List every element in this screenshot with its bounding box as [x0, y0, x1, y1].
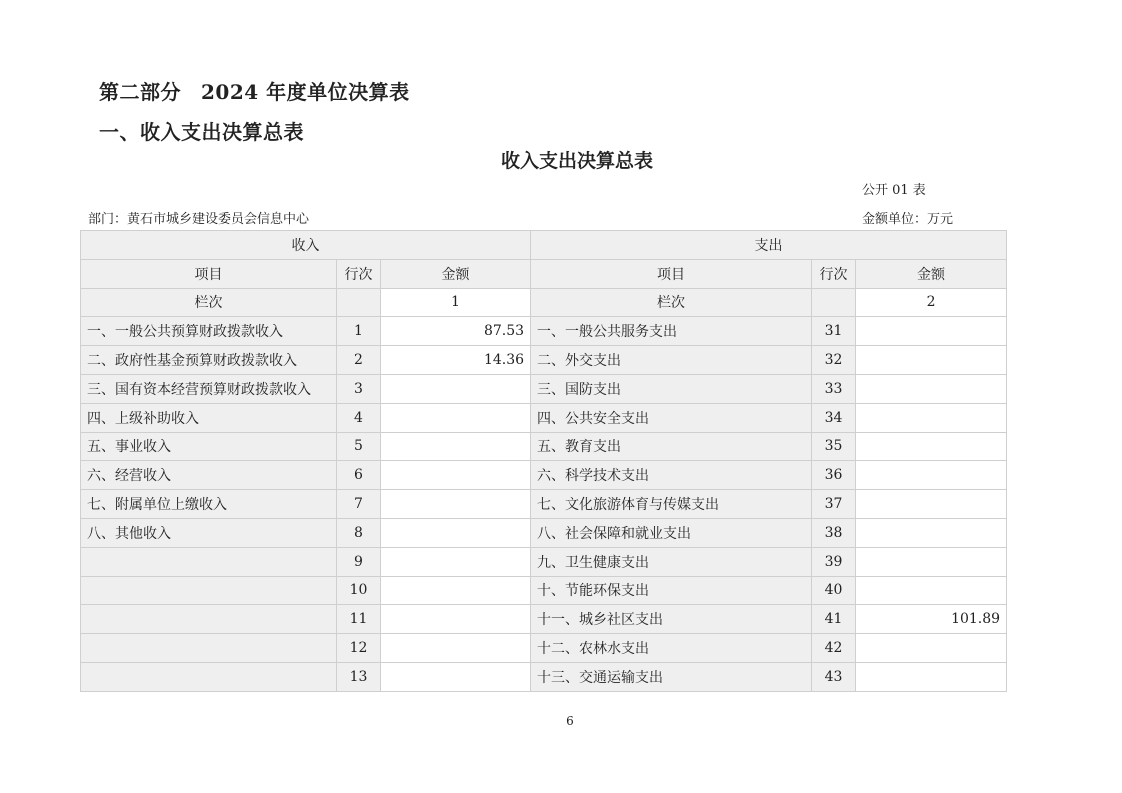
part-label: 第二部分: [99, 80, 181, 104]
income-line-cell: 5: [337, 432, 381, 461]
expense-line-cell: 32: [812, 346, 856, 375]
expense-item-header: 项目: [531, 259, 812, 288]
table-row: [81, 605, 1007, 634]
income-item-cell: 六、经营收入: [81, 461, 337, 490]
income-amount-cell: 14.36: [381, 346, 531, 375]
income-item-cell: 二、政府性基金预算财政拨款收入: [81, 346, 337, 375]
income-amount-cell: [381, 403, 531, 432]
income-amount-cell: [381, 605, 531, 634]
income-line-cell: 11: [337, 605, 381, 634]
income-line-cell: 12: [337, 634, 381, 663]
table-row: [81, 346, 1007, 375]
income-item-cell: [81, 634, 337, 663]
department-label: 部门：黄石市城乡建设委员会信息中心: [88, 212, 310, 227]
table-title: 收入支出决算总表: [500, 150, 653, 172]
income-item-cell: 三、国有资本经营预算财政拨款收入: [81, 374, 337, 403]
income-amount-cell: [381, 490, 531, 519]
expense-amount-cell: [856, 547, 1007, 576]
form-number: 公开 01 表: [862, 183, 926, 198]
income-line-cell: 6: [337, 461, 381, 490]
income-expense-table: [80, 230, 1007, 692]
expense-line-cell: 41: [812, 605, 856, 634]
page-number: 6: [566, 714, 574, 728]
expense-line-header: 行次: [812, 259, 856, 288]
table-row: [81, 576, 1007, 605]
income-item-cell: [81, 547, 337, 576]
income-amount-cell: [381, 662, 531, 691]
expense-item-cell: 九、卫生健康支出: [531, 547, 812, 576]
table-row: [81, 374, 1007, 403]
table-row: [81, 432, 1007, 461]
expense-line-cell: 38: [812, 518, 856, 547]
expense-item-cell: 八、社会保障和就业支出: [531, 518, 812, 547]
table-row: [81, 317, 1007, 346]
expense-amount-cell: [856, 518, 1007, 547]
income-column-label: 栏次: [81, 288, 337, 317]
expense-item-cell: 十一、城乡社区支出: [531, 605, 812, 634]
table-row: [81, 547, 1007, 576]
income-amount-cell: [381, 432, 531, 461]
income-item-cell: 一、一般公共预算财政拨款收入: [81, 317, 337, 346]
expense-amount-header: 金额: [856, 259, 1007, 288]
expense-item-cell: 十三、交通运输支出: [531, 662, 812, 691]
expense-item-cell: 一、一般公共服务支出: [531, 317, 812, 346]
expense-amount-cell: [856, 346, 1007, 375]
income-item-cell: 八、其他收入: [81, 518, 337, 547]
income-amount-cell: [381, 518, 531, 547]
table-row: [81, 403, 1007, 432]
income-item-header: 项目: [81, 259, 337, 288]
expense-line-cell: 35: [812, 432, 856, 461]
expense-amount-cell: [856, 576, 1007, 605]
table-header-row: [81, 231, 1007, 260]
table-row: [81, 461, 1007, 490]
expense-line-cell: 34: [812, 403, 856, 432]
expense-column-number: 2: [856, 288, 1007, 317]
income-column-number: 1: [381, 288, 531, 317]
expense-amount-cell: [856, 403, 1007, 432]
income-line-cell: 10: [337, 576, 381, 605]
income-line-cell: 4: [337, 403, 381, 432]
income-amount-cell: 87.53: [381, 317, 531, 346]
income-amount-header: 金额: [381, 259, 531, 288]
expense-amount-cell: [856, 490, 1007, 519]
income-amount-cell: [381, 634, 531, 663]
income-line-cell: 3: [337, 374, 381, 403]
expense-amount-cell: [856, 317, 1007, 346]
table-row: [81, 634, 1007, 663]
expense-item-cell: 六、科学技术支出: [531, 461, 812, 490]
expense-line-cell: 31: [812, 317, 856, 346]
table-row: [81, 490, 1007, 519]
income-item-cell: [81, 576, 337, 605]
expense-line-cell: 33: [812, 374, 856, 403]
income-line-cell: 9: [337, 547, 381, 576]
expense-item-cell: 十、节能环保支出: [531, 576, 812, 605]
income-line-header: 行次: [337, 259, 381, 288]
income-item-cell: 七、附属单位上缴收入: [81, 490, 337, 519]
expense-line-cell: 39: [812, 547, 856, 576]
expense-column-blank: [812, 288, 856, 317]
income-item-cell: 五、事业收入: [81, 432, 337, 461]
expense-amount-cell: [856, 662, 1007, 691]
expense-column-label: 栏次: [531, 288, 812, 317]
part-heading: [99, 76, 410, 105]
income-line-cell: 1: [337, 317, 381, 346]
income-column-blank: [337, 288, 381, 317]
expense-line-cell: 40: [812, 576, 856, 605]
income-amount-cell: [381, 461, 531, 490]
table-row: [81, 662, 1007, 691]
expense-item-cell: 五、教育支出: [531, 432, 812, 461]
expense-amount-cell: [856, 374, 1007, 403]
expense-item-cell: 四、公共安全支出: [531, 403, 812, 432]
income-line-cell: 8: [337, 518, 381, 547]
table-row: [81, 518, 1007, 547]
expense-line-cell: 42: [812, 634, 856, 663]
income-item-cell: [81, 662, 337, 691]
expense-amount-cell: [856, 461, 1007, 490]
expense-item-cell: 三、国防支出: [531, 374, 812, 403]
expense-amount-cell: [856, 432, 1007, 461]
expense-amount-cell: [856, 634, 1007, 663]
expense-item-cell: 二、外交支出: [531, 346, 812, 375]
expense-header: 支出: [531, 231, 1007, 260]
income-line-cell: 13: [337, 662, 381, 691]
income-amount-cell: [381, 576, 531, 605]
expense-line-cell: 37: [812, 490, 856, 519]
income-line-cell: 2: [337, 346, 381, 375]
income-item-cell: 四、上级补助收入: [81, 403, 337, 432]
part-title: 2024 年度单位决算表: [201, 80, 410, 104]
expense-line-cell: 36: [812, 461, 856, 490]
amount-unit-label: 金额单位：万元: [862, 212, 954, 227]
expense-line-cell: 43: [812, 662, 856, 691]
income-amount-cell: [381, 374, 531, 403]
income-header: 收入: [81, 231, 531, 260]
section-heading: 一、收入支出决算总表: [99, 120, 304, 144]
expense-item-cell: 十二、农林水支出: [531, 634, 812, 663]
column-header-row: [81, 259, 1007, 288]
expense-item-cell: 七、文化旅游体育与传媒支出: [531, 490, 812, 519]
column-index-row: [81, 288, 1007, 317]
income-amount-cell: [381, 547, 531, 576]
income-item-cell: [81, 605, 337, 634]
expense-amount-cell: 101.89: [856, 605, 1007, 634]
income-line-cell: 7: [337, 490, 381, 519]
